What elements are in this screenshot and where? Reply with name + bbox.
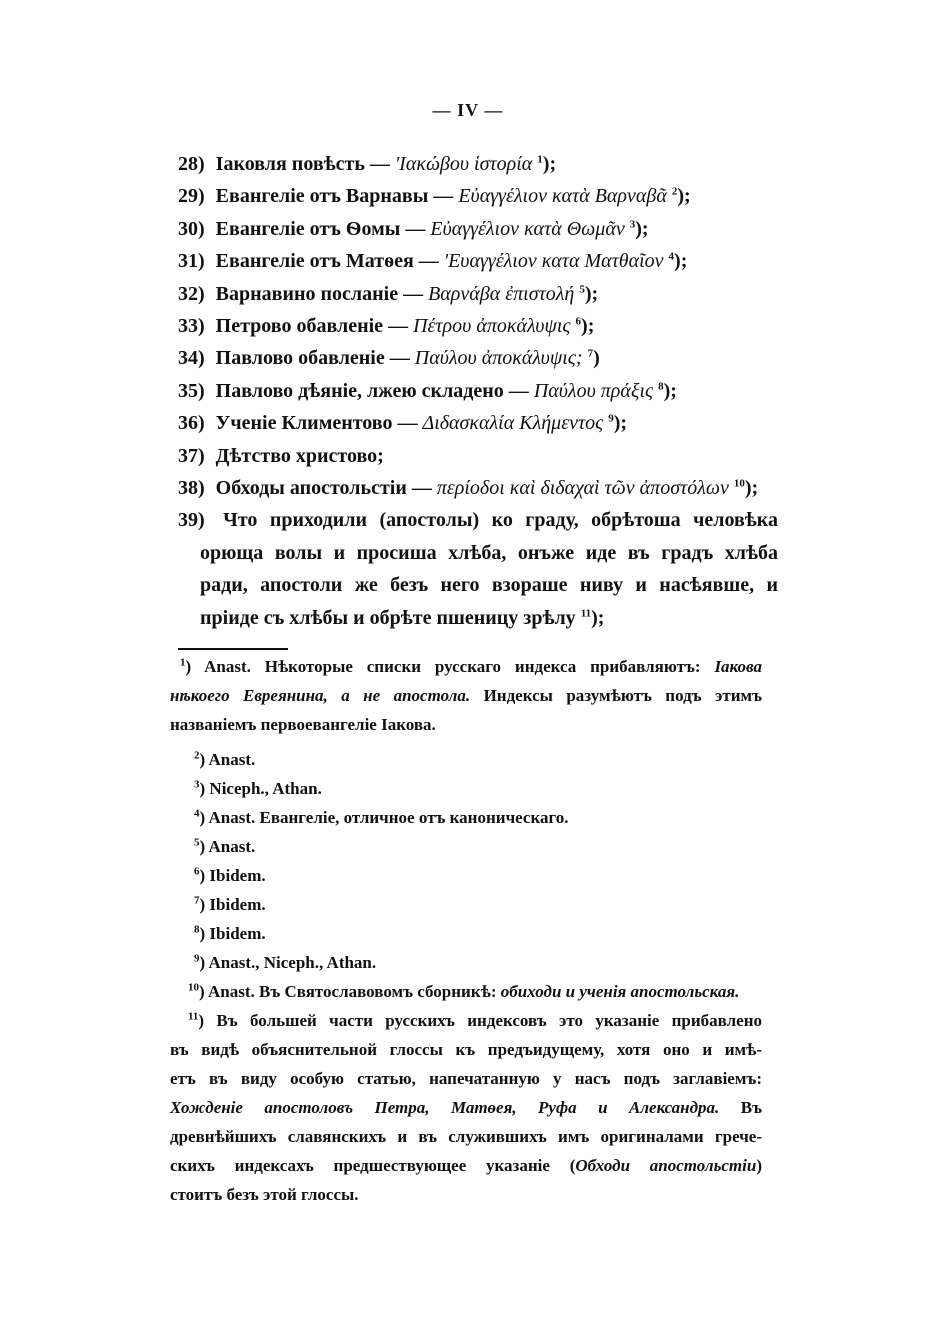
entry-russian-title: Евангелiе отъ Ѳомы —	[215, 217, 426, 240]
footnote-9	[170, 948, 762, 977]
entry-number: 34)	[178, 347, 205, 370]
entry-russian-title: Павлово обавленiе —	[215, 347, 410, 370]
footnote-ref[interactable]: 5	[579, 282, 585, 295]
entry-greek-title: Πέτρου ἀποκάλυψις	[413, 315, 571, 338]
entry-tail: );	[542, 153, 557, 175]
entry-russian-title: Евангелiе отъ Матѳея —	[215, 250, 439, 273]
footnote-10-italic: обиходи и ученiя апостольская.	[500, 982, 740, 1001]
entry-number: 32)	[178, 282, 205, 305]
footnote-10-text: ) Anast. Въ Святославовомъ сборникѣ:	[199, 982, 497, 1001]
entry-39-line-1	[178, 504, 778, 536]
footnote-9-text: ) Anast., Niceph., Athan.	[199, 953, 377, 972]
entry-number: 29)	[178, 185, 205, 208]
footnote-ref[interactable]: 2	[671, 185, 678, 198]
footnote-1-line-3: названiемъ первоевангелiе Iакова.	[170, 715, 436, 734]
footnote-3	[170, 774, 762, 803]
entry-greek-title: Εὐαγγέλιον κατὰ Θωμᾶν	[430, 217, 625, 240]
footnote-11-line-2: въ видѣ объяснительной глоссы къ предъидущему, хотя оно и имѣ-	[170, 1040, 762, 1059]
footnote-6	[170, 861, 762, 890]
footnote-ref[interactable]: 9	[608, 412, 614, 425]
entry-31	[178, 245, 778, 277]
footnote-ref[interactable]: 8	[658, 380, 664, 393]
entry-tail: );	[674, 250, 688, 273]
footnote-1-line-1	[170, 652, 762, 681]
entry-39-line-4	[178, 602, 778, 634]
entry-34	[178, 342, 778, 374]
footnote-ref[interactable]: 4	[668, 250, 675, 263]
entry-39-line-3: ради, апостоли же безъ него взораше ниву и насѣявше, и	[200, 574, 778, 597]
entry-number: 38)	[178, 477, 205, 500]
entry-39	[178, 504, 778, 634]
footnote-ref[interactable]: 6	[575, 315, 582, 328]
footnote-1-line-2	[170, 681, 762, 710]
entry-russian-title: Обходы апостольстiи —	[215, 477, 432, 500]
entry-39-text: Что приходили (апостолы) ко граду, обрѣтоша человѣка	[223, 509, 778, 532]
footnote-4	[170, 803, 762, 832]
index-entries	[178, 148, 778, 634]
page-number: — IV —	[432, 100, 504, 120]
footnote-mark: 9	[194, 952, 200, 965]
entry-33	[178, 310, 778, 342]
entry-greek-title: 'Ευαγγέλιον κατα Ματθαῖον	[443, 250, 664, 273]
footnote-7	[170, 890, 762, 919]
entry-tail: );	[744, 477, 759, 500]
entry-russian-title: Евангелiе отъ Варнавы —	[215, 185, 454, 208]
footnote-11-text-6b: )	[756, 1156, 762, 1175]
footnote-mark: 5	[194, 836, 200, 849]
entry-russian-title: Ученiе Климентово —	[215, 412, 418, 435]
footnote-1-text-2: Индексы разумѣютъ подъ этимъ	[483, 686, 763, 705]
footnote-mark: 10	[188, 981, 199, 994]
footnote-5	[170, 832, 762, 861]
footnote-mark: 1	[180, 656, 186, 669]
footnote-ref[interactable]: 7	[587, 347, 594, 360]
entry-russian-title: Дѣтство христово;	[215, 444, 384, 467]
entry-28	[178, 148, 778, 180]
entry-30	[178, 213, 778, 245]
footnote-11-line-4	[170, 1093, 762, 1122]
entry-number: 39)	[178, 509, 205, 532]
entry-tail: )	[593, 347, 600, 370]
footnote-ref[interactable]: 1	[537, 153, 543, 166]
entry-greek-title: 'Ιακώβου ἱστορία	[394, 153, 533, 175]
entry-greek-title: Παύλου ἀποκάλυψις;	[414, 347, 583, 370]
footnote-ref[interactable]: 3	[629, 218, 636, 231]
footnote-11-text-1: ) Въ большей части русскихъ индексовъ это указанiе прибавлено	[198, 1011, 762, 1030]
footnote-ref[interactable]: 11	[580, 607, 592, 620]
footnote-2-text: ) Anast.	[199, 750, 256, 769]
footnote-11-text-6a: скихъ индексахъ предшествующее указанiе (	[170, 1156, 576, 1175]
footnote-7-text: ) Ibidem.	[199, 895, 266, 914]
entry-38	[178, 472, 778, 504]
footnote-mark: 7	[194, 894, 200, 907]
footnote-mark: 4	[194, 807, 200, 820]
entry-greek-title: Βαρνάβα ἐπιστολή	[428, 282, 575, 305]
footnote-5-text: ) Anast.	[199, 837, 256, 856]
footnote-1-text: ) Anast. Нѣкоторые списки русскаго индекса прибавляютъ:	[185, 657, 701, 676]
footnote-11-line-6	[170, 1151, 762, 1180]
footnote-3-text: ) Niceph., Athan.	[199, 779, 322, 798]
entry-tail: );	[635, 217, 649, 240]
entry-tail: );	[581, 315, 595, 338]
footnote-11-line-1	[170, 1006, 762, 1035]
footnote-1-italic: Iакова	[714, 657, 763, 676]
footnote-4-text: ) Anast. Евангелiе, отличное отъ каноническаго.	[199, 808, 569, 827]
footnote-separator	[178, 648, 288, 650]
footnote-ref[interactable]: 10	[733, 477, 745, 490]
footnote-mark: 2	[194, 749, 200, 762]
footnote-11-line-7: стоитъ безъ этой глоссы.	[170, 1185, 359, 1204]
footnote-11	[170, 1006, 762, 1209]
entry-number: 31)	[178, 250, 205, 273]
footnote-8-text: ) Ibidem.	[199, 924, 266, 943]
entry-number: 36)	[178, 412, 205, 435]
entry-greek-title: Εὐαγγέλιον κατὰ Βαρναβᾶ	[458, 185, 667, 208]
entry-tail: );	[591, 606, 605, 629]
entry-tail: );	[663, 379, 677, 402]
entry-37	[178, 440, 778, 472]
footnote-mark: 3	[194, 778, 200, 791]
entry-32	[178, 278, 778, 310]
entry-russian-title: Петрово обавленiе —	[215, 315, 409, 338]
entry-number: 30)	[178, 217, 205, 240]
entry-russian-title: Варнавино посланiе —	[215, 282, 424, 305]
footnote-10	[170, 977, 762, 1006]
entry-35	[178, 375, 778, 407]
footnote-mark: 11	[188, 1010, 199, 1023]
entry-number: 33)	[178, 315, 205, 338]
entry-number: 28)	[178, 153, 205, 175]
entry-tail: );	[613, 412, 628, 435]
entry-39-line-4-text: прiиде съ хлѣбы и обрѣте пшеницу зрѣлу	[200, 606, 576, 629]
footnote-1-italic-2: нѣкоего Евреянина, а не апостола.	[170, 686, 471, 705]
entry-russian-title: Павлово дѣянiе, лжею складено —	[215, 379, 529, 402]
entry-greek-title: περίοδοι καὶ διδαχαὶ τῶν ἀποστόλων	[436, 477, 729, 500]
footnote-11-line-5: древнѣйшихъ славянскихъ и въ служившихъ имъ оригиналами грече-	[170, 1127, 762, 1146]
entry-greek-title: Διδασκαλία Κλήμεντος	[422, 412, 604, 435]
footnote-8	[170, 919, 762, 948]
entry-tail: );	[584, 282, 599, 305]
entry-29	[178, 180, 778, 212]
footnotes	[170, 652, 762, 1209]
entry-number: 35)	[178, 379, 205, 402]
footnote-11-italic: Хожденiе апостоловъ Петра, Матѳея, Руфа и Александра.	[170, 1098, 720, 1117]
footnote-2	[170, 745, 762, 774]
entry-tail: );	[677, 185, 691, 208]
entry-number: 37)	[178, 444, 205, 467]
footnote-11-text-4: Въ	[740, 1098, 762, 1117]
footnote-mark: 6	[194, 865, 200, 878]
footnote-1	[170, 652, 762, 739]
entry-36	[178, 407, 778, 439]
entry-greek-title: Παύλου πράξις	[533, 379, 654, 402]
footnote-11-italic-2: Обходи апостольстiи	[575, 1156, 757, 1175]
footnote-6-text: ) Ibidem.	[199, 866, 266, 885]
entry-russian-title: Iаковля повѣсть —	[215, 153, 390, 175]
footnote-11-line-3: етъ въ виду особую статью, напечатанную у насъ подъ заглавiемъ:	[170, 1069, 762, 1088]
footnote-mark: 8	[194, 923, 200, 936]
entry-39-line-2: орюща волы и просиша хлѣба, онъже иде въ градъ хлѣба	[200, 541, 778, 564]
